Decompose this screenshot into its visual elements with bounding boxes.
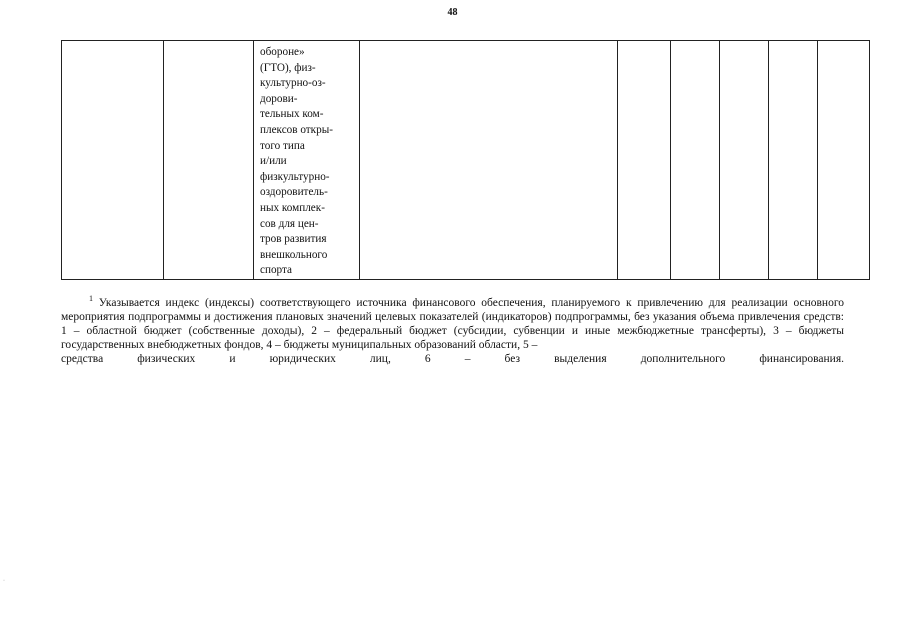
table-cell	[671, 41, 720, 280]
table-cell	[769, 41, 818, 280]
footnote	[61, 296, 844, 366]
table-cell	[720, 41, 769, 280]
footnote-last-line: средства физических и юридических лиц, 6 – без выделения дополнительного финансирования.	[61, 353, 844, 365]
table-cell-event-description	[254, 41, 360, 280]
event-description-text: обороне» (ГТО), физ- культурно-оз- дорови- тельных ком- плексов откры- того типа и/или физкультурно- оздоровитель- ных комплек- сов для цен- тров развития внешкольного спорта	[260, 46, 333, 277]
table-cell	[62, 41, 164, 280]
page-number: 48	[447, 7, 458, 18]
table-cell	[164, 41, 254, 280]
table-cell	[360, 41, 618, 280]
scan-margin-mark: ·	[3, 578, 5, 584]
table-cell	[618, 41, 671, 280]
footnote-text: Указывается индекс (индексы) соответствующего источника финансового обеспечения, планируемого к привлечению для реализации основного мероприятия подпрограммы и достижения плановых значений целевых показателей (индикаторов) подпрограммы, без указания объема привлечения средств: 1 – областной бюджет (собственные доходы), 2 – федеральный бюджет (субсидии, субвенции и иные межбюджетные трансферты), 3 – бюджеты государственных внебюджетных фондов, 4 – бюджеты муниципальных образований области, 5 –	[61, 297, 844, 351]
footnote-marker: 1	[89, 294, 93, 304]
continuation-table	[61, 40, 870, 280]
table-cell	[818, 41, 870, 280]
table-row	[62, 41, 870, 280]
